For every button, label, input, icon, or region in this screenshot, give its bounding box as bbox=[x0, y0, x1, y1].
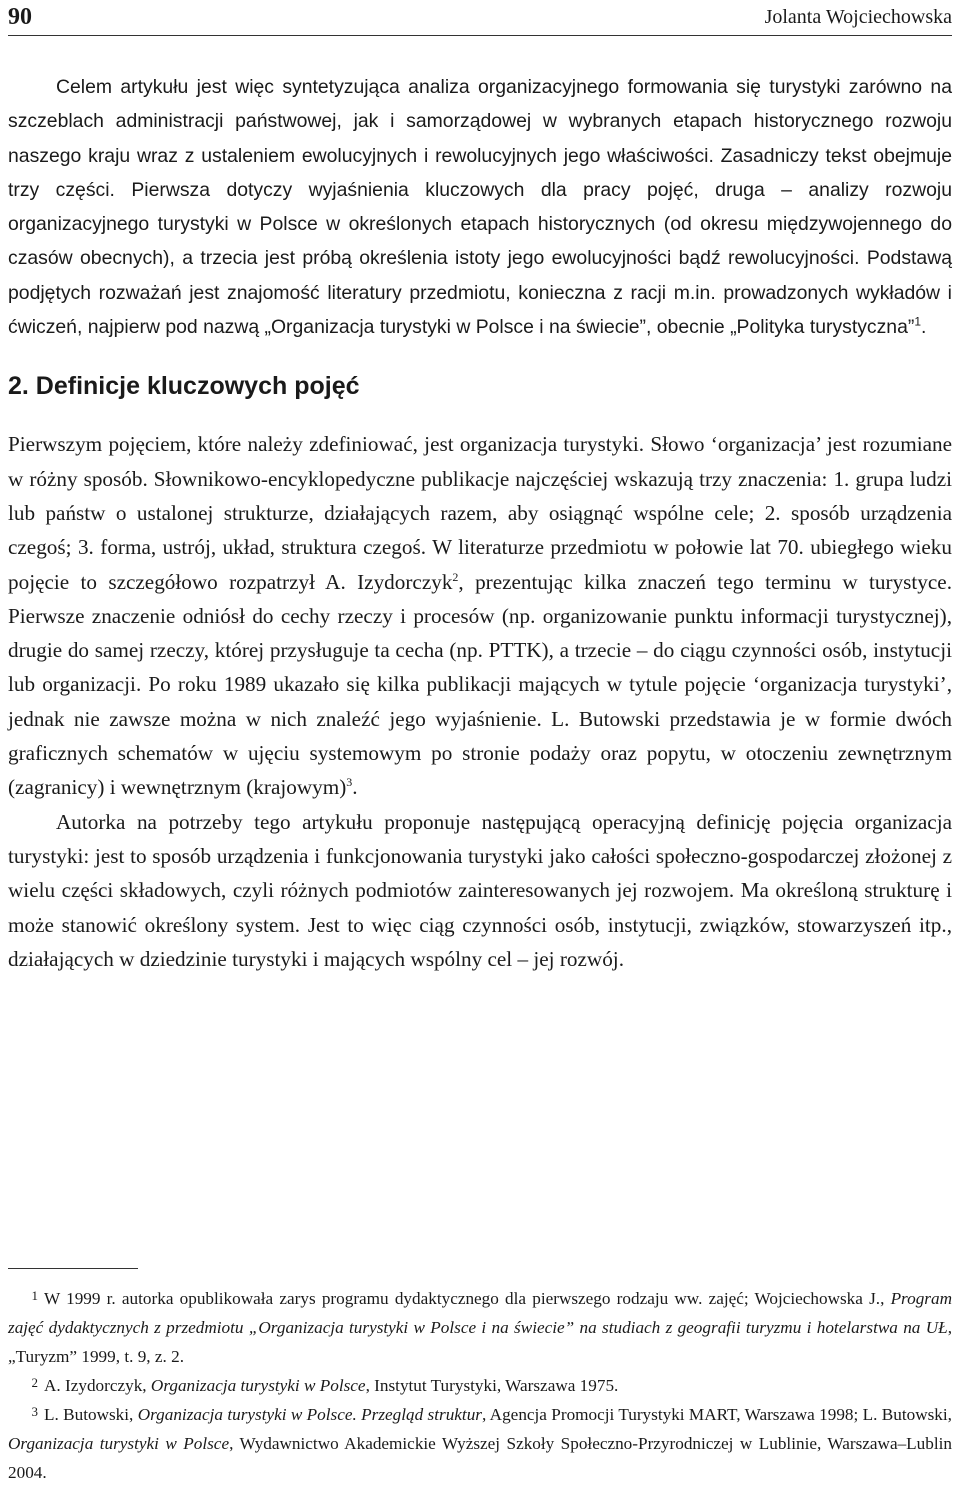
footnote-ref-3[interactable]: 3 bbox=[346, 775, 353, 790]
page-number: 90 bbox=[8, 4, 32, 30]
footnote-title: Organizacja turystyki w Polsce. Przegląd struktur bbox=[137, 1405, 482, 1424]
paragraph-1-text-a: Pierwszym pojęciem, które należy zdefiniować, jest organizacja turystyki. Słowo ‘organizacja’ jest rozumiane w różny sposób. Słownikowo-encyklopedyczne publikacje najczęściej wskazują trzy znaczenia: 1. grupa ludzi lub państw o ustalonej strukturze, działających razem, aby osiągnąć wspólne cele; 2. sposób urządzenia czegoś; 3. forma, ustrój, układ, struktura czegoś. W literaturze przedmiotu w połowie lat 70. ubiegłego wieku pojęcie to szczegółowo rozpatrzył A. Izydorczyk bbox=[8, 432, 952, 594]
footnote-text: L. Butowski, bbox=[44, 1405, 138, 1424]
paragraph-1 bbox=[8, 427, 952, 804]
footnote-ref-1[interactable]: 1 bbox=[914, 314, 922, 329]
paragraph-2: Autorka na potrzeby tego artykułu proponuje następującą operacyjną definicję pojęcia organizacja turystyki: jest to sposób urządzenia i funkcjonowania turystyki jako całości społeczno-gospodarczej złożonej z wielu części składowych, czyli różnych podmiotów zainteresowanych jej rozwojem. Ma określoną strukturę i może stanowić określony system. Jest to więc ciąg czynności osób, instytucji, związków, stowarzyszeń itp., działających w dziedzinie turystyki i mających wspólny cel – jej rozwój. bbox=[8, 809, 952, 971]
footnote-text: , „Turyzm” 1999, t. 9, z. 2. bbox=[8, 1318, 952, 1366]
header-rule bbox=[8, 35, 952, 36]
section-heading: 2. Definicje kluczowych pojęć bbox=[8, 372, 360, 401]
footnote-text: , Instytut Turystyki, Warszawa 1975. bbox=[365, 1376, 619, 1395]
running-header-author: Jolanta Wojciechowska bbox=[764, 6, 952, 28]
running-header bbox=[8, 4, 952, 36]
intro-paragraph bbox=[8, 70, 952, 344]
footnote-text: , Wydawnictwo Akademickie Wyższej Szkoły Społeczno-Przyrodniczej w Lublinie, Warszawa–Lublin 2004. bbox=[8, 1434, 952, 1482]
footnote-1 bbox=[8, 1284, 952, 1371]
intro-text: Celem artykułu jest więc syntetyzująca analiza organizacyjnego formowania się turystyki zarówno na szczeblach administracji państwowej, jak i samorządowej w wybranych etapach historycznego rozwoju naszego kraju wraz z ustaleniem ewolucyjnych i rewolucyjnych jego właściwości. Zasadniczy tekst obejmuje trzy części. Pierwsza dotyczy wyjaśnienia kluczowych dla pracy pojęć, druga – analizy rozwoju organizacyjnego turystyki w Polsce w określonych etapach historycznych (od okresu międzywojennego do czasów obecnych), a trzecia jest próbą określenia istoty jego ewolucyjności bądź rewolucyjności. Podstawą podjętych rozważań jest znajomość literatury przedmiotu, konieczna z racji m.in. prowadzonych wykładów i ćwiczeń, najpierw pod nazwą „Organizacja turystyki w Polsce i na świecie”, obecnie „Polityka turystyczna” bbox=[8, 76, 952, 339]
footnote-title: Organizacja turystyki w Polsce bbox=[150, 1376, 366, 1395]
intro-end: . bbox=[921, 316, 927, 339]
paragraph-1-text-b: , prezentując kilka znaczeń tego terminu w turystyce. Pierwsze znaczenie odniósł do cechy rzeczy i procesów (np. organizowanie punktu informacji turystycznej), drugie do samej rzeczy, której przysługuje ta cecha (np. PTTK), a trzecie – do ciągu czynności osób, instytucji lub organizacji. Po roku 1989 ukazało się kilka publikacji mających w tytule pojęcie ‘organizacja turystyki’, jednak nie zawsze można w nich znaleźć jego wyjaśnienie. L. Butowski przedstawia je w formie dwóch graficznych schematów w ujęciu systemowym po stronie podaży oraz popytu, w otoczeniu zewnętrznym (zagranicy) i wewnętrznym (krajowym) bbox=[8, 569, 952, 800]
footnote-ref-2[interactable]: 2 bbox=[452, 569, 459, 584]
footnote-number: 1 bbox=[31, 1288, 38, 1303]
footnote-text: A. Izydorczyk, bbox=[44, 1376, 151, 1395]
paragraph-1-end: . bbox=[352, 775, 358, 800]
footnote-title: Organizacja turystyki w Polsce bbox=[8, 1434, 230, 1453]
footnote-title: Program zajęć dydaktycznych z przedmiotu „Organizacja turystyki w Polsce i na świecie” na studiach z geografii turyzmu i hotelarstwa na UŁ bbox=[8, 1289, 952, 1337]
footnotes bbox=[8, 1284, 952, 1487]
footnote-3 bbox=[8, 1400, 952, 1487]
footnote-text: W 1999 r. autorka opublikowała zarys programu dydaktycznego dla pierwszego rodzaju ww. zajęć; Wojciechowska J., bbox=[44, 1289, 891, 1308]
footnote-separator bbox=[8, 1268, 138, 1269]
footnote-text: , Agencja Promocji Turystyki MART, Warszawa 1998; L. Butowski, bbox=[481, 1405, 952, 1424]
main-text bbox=[8, 70, 952, 976]
footnote-number: 2 bbox=[31, 1375, 38, 1390]
footnote-number: 3 bbox=[31, 1404, 38, 1419]
footnote-2 bbox=[8, 1371, 952, 1400]
